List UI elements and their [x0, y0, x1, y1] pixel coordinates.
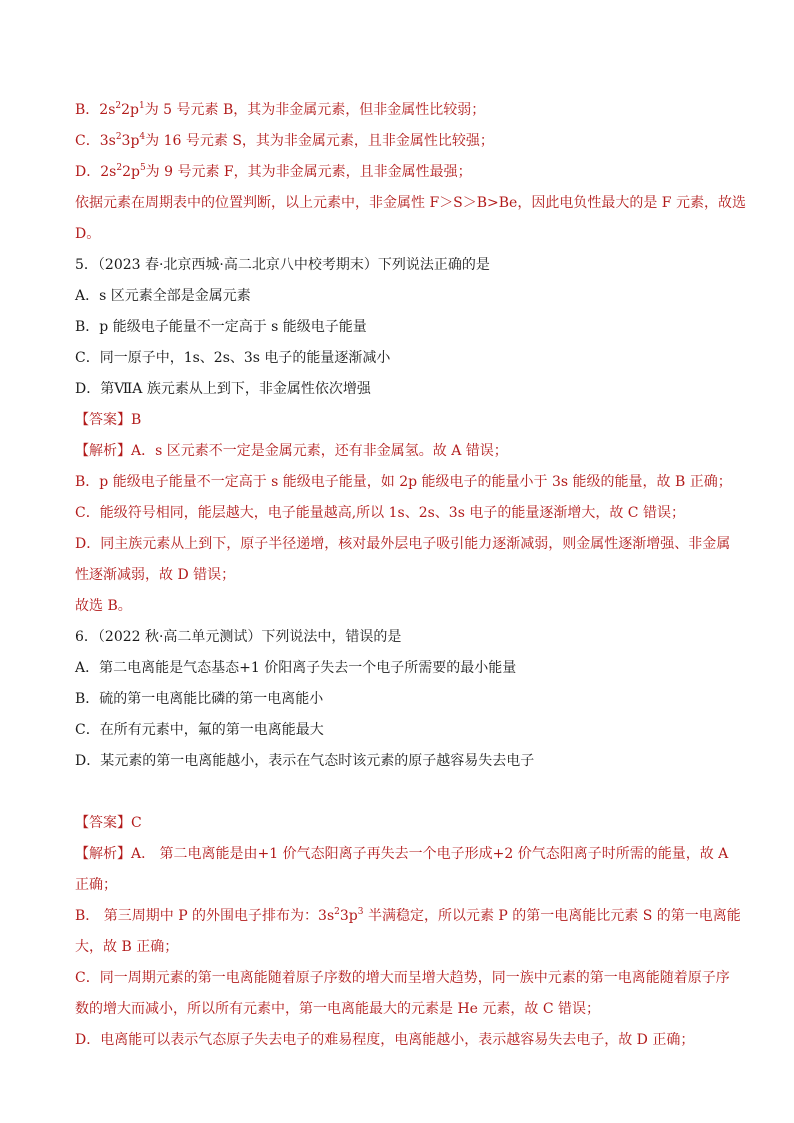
analysis-line: B．p 能级电子能量不一定高于 s 能级电子能量，如 2p 能级电子的能量小于 3s 能级的能量，故 B 正确； [75, 474, 732, 490]
analysis-line: 【解析】A． 第二电离能是由+1 价气态阳离子再失去一个电子形成+2 价气态阳离子时所需的能量，故 A [75, 846, 729, 862]
option-d: D．某元素的第一电离能越小，表示在气态时该元素的原子越容易失去电子 [75, 753, 535, 769]
option-d: D．第ⅦA 族元素从上到下，非金属性依次增强 [75, 381, 371, 397]
option-c: C．在所有元素中，氟的第一电离能最大 [75, 722, 324, 738]
answer-line: 【答案】B [75, 412, 142, 428]
option-c: C．同一原子中，1s、2s、3s 电子的能量逐渐减小 [75, 350, 391, 366]
option-a: A．第二电离能是气态基态+1 价阳离子失去一个电子所需要的最小能量 [75, 660, 517, 676]
analysis-line: C．同一周期元素的第一电离能随着原子序数的增大而呈增大趋势，同一族中元素的第一电离能随着原子序 [75, 970, 730, 986]
answer-line: 【答案】C [75, 815, 142, 831]
analysis-line: D．电离能可以表示气态原子失去电子的难易程度，电离能越小，表示越容易失去电子，故 D 正确； [75, 1032, 695, 1048]
analysis-line: 大，故 B 正确； [75, 939, 179, 955]
question-stem: 5．（2023 春·北京西城·高二北京八中校考期末）下列说法正确的是 [75, 257, 490, 273]
option-b: B．p 能级电子能量不一定高于 s 能级电子能量 [75, 319, 367, 335]
analysis-line: C．能级符号相同，能层越大，电子能量越高,所以 1s、2s、3s 电子的能量逐渐增大，故 C 错误； [75, 505, 685, 521]
solution-line: D。 [75, 226, 101, 242]
analysis-line: 性逐渐减弱，故 D 错误； [75, 567, 236, 583]
conclusion-line: 故选 B。 [75, 598, 132, 614]
analysis-line: 【解析】A．s 区元素不一定是金属元素，还有非金属氢。故 A 错误； [75, 443, 508, 459]
solution-line: C．$3s^23p^4$为 16 号元素 S，其为非金属元素，且非金属性比较强； [75, 132, 494, 149]
option-a: A．s 区元素全部是金属元素 [75, 288, 251, 304]
analysis-line: D．同主族元素从上到下，原子半径递增，核对最外层电子吸引能力逐渐减弱，则金属性逐渐增强、非金属 [75, 536, 731, 552]
analysis-line: 正确； [75, 877, 117, 893]
question-stem: 6．（2022 秋·高二单元测试）下列说法中，错误的是 [75, 629, 402, 645]
option-b: B．硫的第一电离能比磷的第一电离能小 [75, 691, 324, 707]
analysis-line: B． 第三周期中 P 的外围电子排布为：$3s^23p^3$ 半满稳定，所以元素 P 的第一电离能比元素 S 的第一电离能 [75, 907, 741, 924]
solution-line: B．$2s^22p^1$为 5 号元素 B，其为非金属元素，但非金属性比较弱； [75, 101, 486, 118]
solution-line: 依据元素在周期表中的位置判断，以上元素中，非金属性 F＞S＞B>Be，因此电负性最大的是 F 元素，故选 [75, 195, 746, 211]
analysis-line: 数的增大而减小，所以所有元素中，第一电离能最大的元素是 He 元素，故 C 错误； [75, 1001, 601, 1017]
solution-line: D．$2s^22p^5$为 9 号元素 F，其为非金属元素，且非金属性最强； [75, 163, 472, 180]
